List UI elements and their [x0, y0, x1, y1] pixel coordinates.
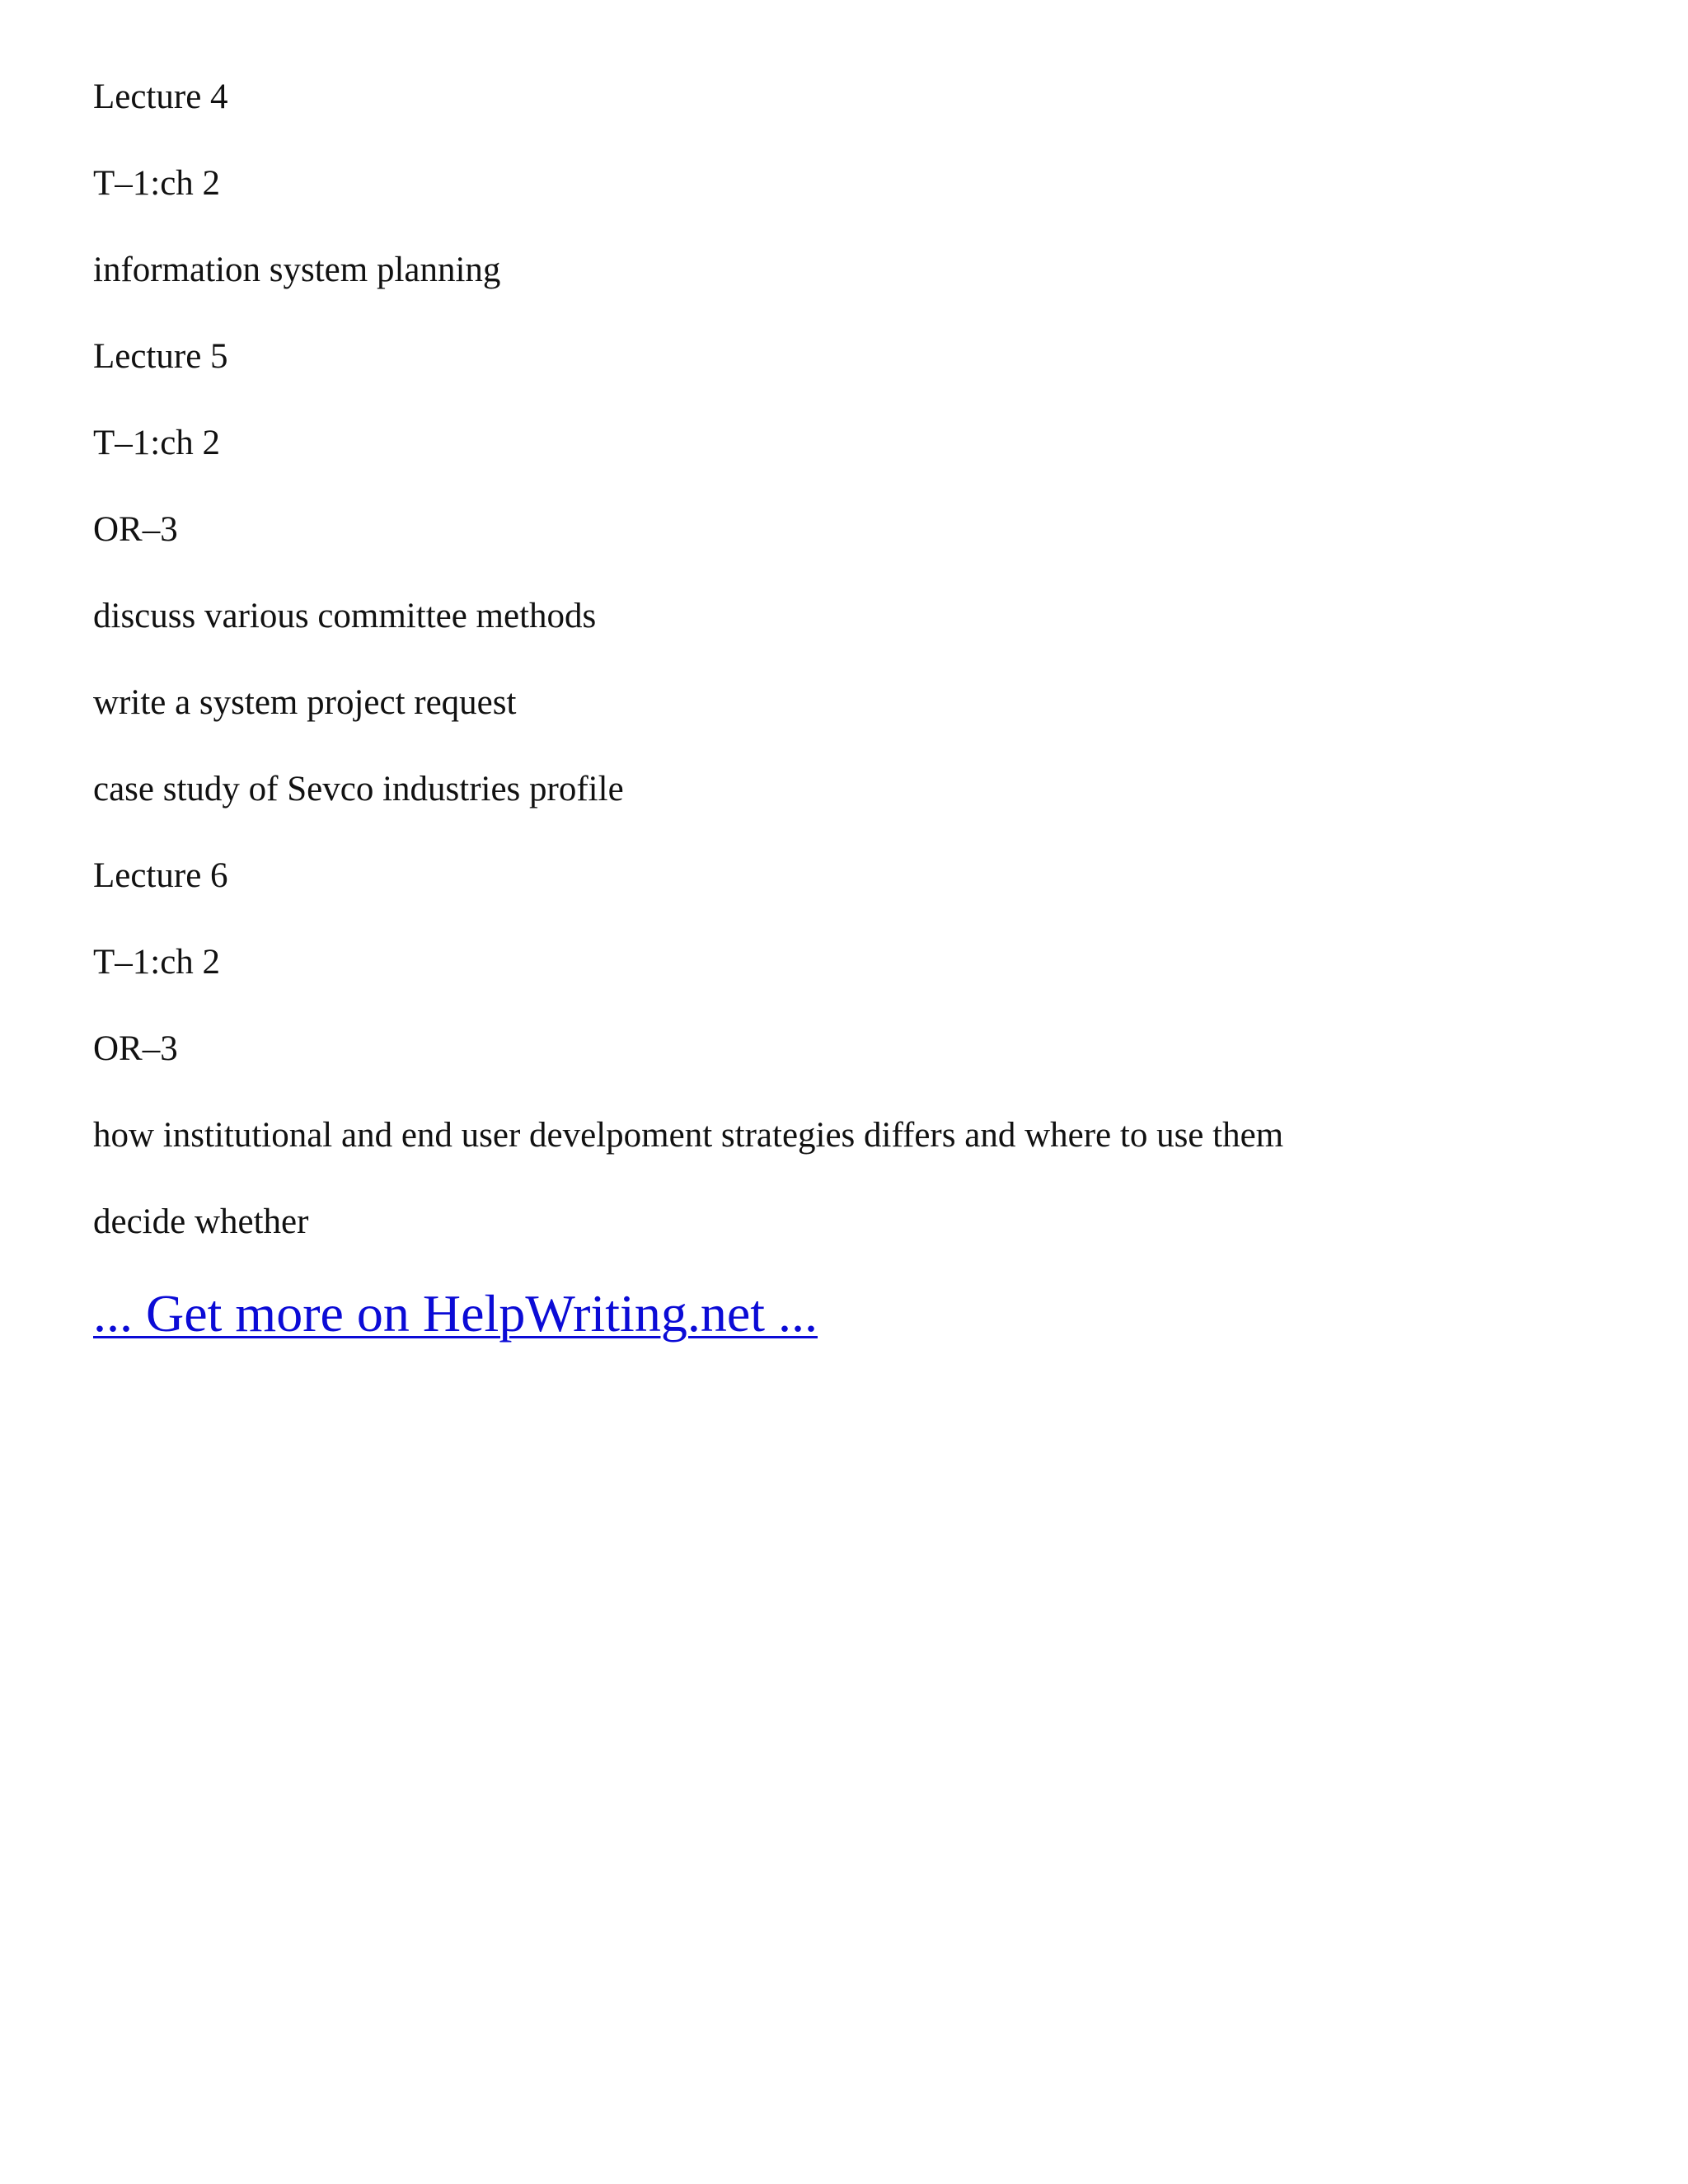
text-line-other-reference: OR–3 — [93, 1029, 178, 1068]
text-line-lecture-6: Lecture 6 — [93, 856, 228, 895]
text-line-topic: case study of Sevco industries profile — [93, 770, 624, 808]
text-line-reference: T–1:ch 2 — [93, 424, 221, 462]
text-line-other-reference: OR–3 — [93, 510, 178, 549]
text-line-topic: information system planning — [93, 251, 501, 289]
text-line-topic: discuss various committee methods — [93, 597, 597, 635]
text-line-reference: T–1:ch 2 — [93, 164, 221, 203]
text-line-reference: T–1:ch 2 — [93, 943, 221, 982]
text-line-topic: decide whether — [93, 1202, 309, 1241]
text-line-topic: write a system project request — [93, 683, 517, 722]
text-line-lecture-4: Lecture 4 — [93, 77, 228, 116]
text-line-lecture-5: Lecture 5 — [93, 337, 228, 376]
get-more-link[interactable]: ... Get more on HelpWriting.net ... — [93, 1284, 818, 1343]
text-line-topic: how institutional and end user develpoment strategies differs and where to use them — [93, 1116, 1284, 1155]
